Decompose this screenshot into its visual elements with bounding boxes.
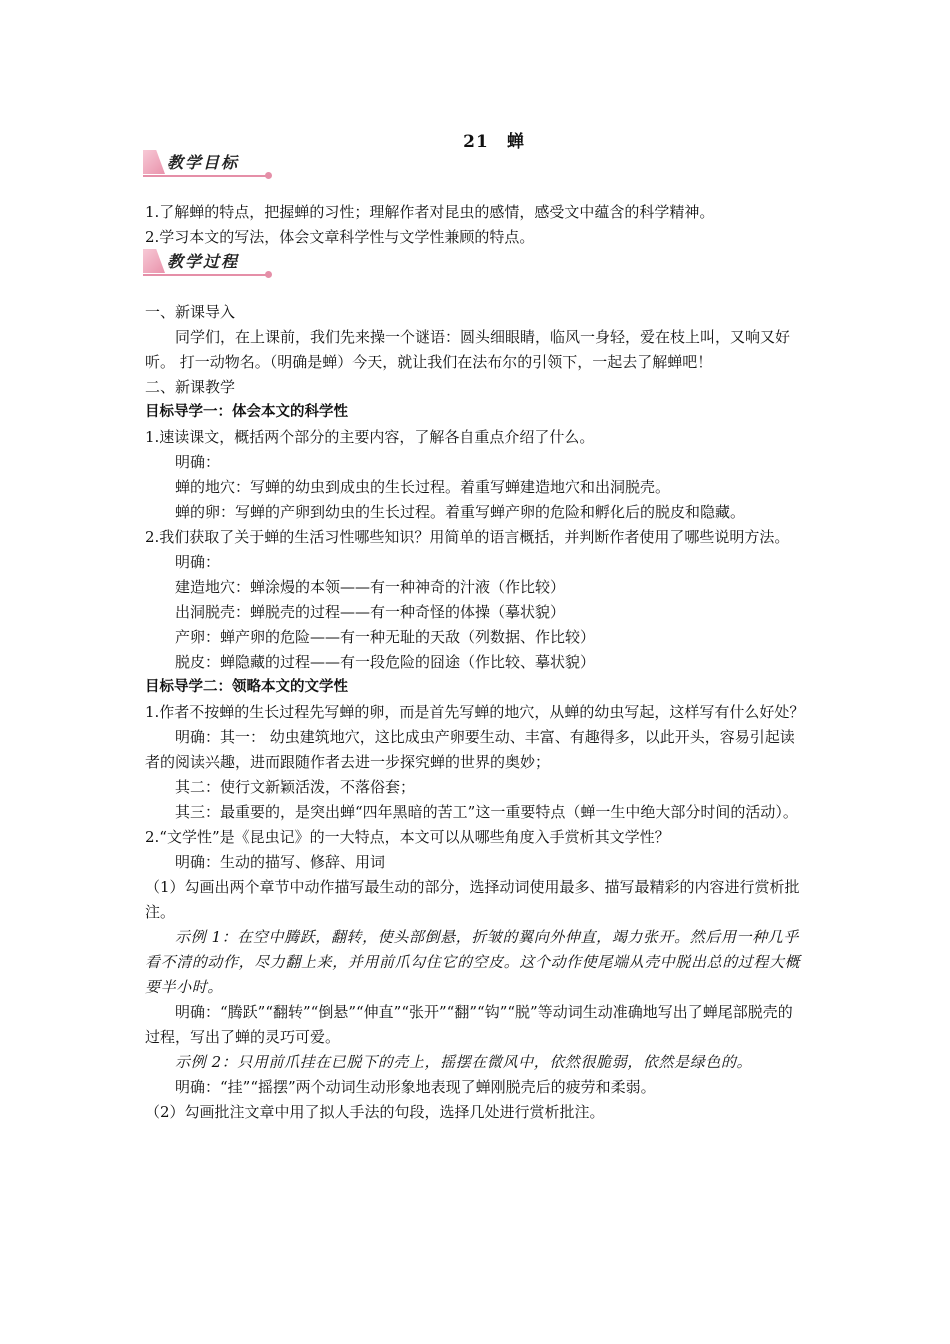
banner-dot-icon (265, 271, 272, 278)
goals-banner-text: 教学目标 (167, 153, 240, 172)
answer-line: 建造地穴：蝉涂熳的本领——有一种神奇的汁液（作比较） (175, 578, 566, 596)
part1-text: 同学们，在上课前，我们先来操一个谜语：圆头细眼睛，临风一身轻，爱在枝上叫，又响又好听。 打一动物名。（明确是蝉）今天，就让我们在法布尔的引领下，一起去了解蝉吧！ (145, 328, 791, 371)
answer-line: 明确：生动的描写、修辞、用词 (175, 853, 386, 871)
process-banner-text: 教学过程 (167, 252, 240, 271)
answer-line: 其二：使行文新颖活泼，不落俗套； (175, 778, 416, 796)
banner-tab-icon (143, 150, 165, 174)
lesson-title: 21 蝉 (463, 132, 525, 152)
answer-line: 脱皮：蝉隐藏的过程——有一段危险的囧途（作比较、摹状貌） (175, 653, 596, 671)
example-2-answer: 明确：“挂”“摇摆”两个动词生动形象地表现了蝉刚脱壳后的疲劳和柔弱。 (175, 1078, 656, 1096)
banner-dot-icon (265, 172, 272, 179)
example-1-answer: 明确：“腾跃”“翻转”“倒悬”“伸直”“张开”“翻”“钩”“脱”等动词生动准确地写出了蝉尾部脱壳的过程，写出了蝉的灵巧可爱。 (145, 1003, 793, 1046)
question-4: 2.“文学性”是《昆虫记》的一大特点，本文可以从哪些角度入手赏析其文学性？ (145, 828, 670, 846)
answer-line: 其三：最重要的，是突出蝉“四年黑暗的苦工”这一重要特点（蝉一生中绝大部分时间的活动）。 (175, 803, 798, 821)
goal-item: 1.了解蝉的特点，把握蝉的习性；理解作者对昆虫的感情，感受文中蕴含的科学精神。 (145, 203, 715, 221)
banner-underline (143, 274, 271, 276)
goal-item: 2.学习本文的写法，体会文章科学性与文学性兼顾的特点。 (145, 228, 535, 246)
answer-line: 明确：其一： 幼虫建筑地穴，这比成虫产卵要生动、丰富、有趣得多，以此开头，容易引起读者的阅读兴趣，进而跟随作者去进一步探究蝉的世界的奥妙； (145, 728, 795, 771)
answer-line: 蝉的地穴：写蝉的幼虫到成虫的生长过程。着重写蝉建造地穴和出洞脱壳。 (175, 478, 671, 496)
question-2: 2.我们获取了关于蝉的生活习性哪些知识？用简单的语言概括，并判断作者使用了哪些说明方法。 (145, 528, 790, 546)
goal1-heading: 目标导学一：体会本文的科学性 (145, 404, 348, 420)
answer-line: 产卵：蝉产卵的危险——有一种无耻的天敌（列数据、作比较） (175, 628, 596, 646)
answer-label: 明确： (175, 453, 221, 471)
banner-tab-icon (143, 249, 165, 273)
answer-line: 蝉的卵：写蝉的产卵到幼虫的生长过程。着重写蝉产卵的危险和孵化后的脱皮和隐藏。 (175, 503, 746, 521)
answer-label: 明确： (175, 553, 221, 571)
example-2: 示例 2：只用前爪挂在已脱下的壳上，摇摆在微风中，依然很脆弱，依然是绿色的。 (175, 1053, 753, 1071)
goal2-heading: 目标导学二：领略本文的文学性 (145, 679, 348, 695)
goals-list (145, 200, 807, 250)
answer-line: 出洞脱壳：蝉脱壳的过程——有一种奇怪的体操（摹状貌） (175, 603, 566, 621)
banner-underline (143, 175, 271, 177)
part1-title: 一、新课导入 (145, 303, 236, 321)
goals-banner (143, 150, 278, 178)
process-banner (143, 249, 278, 277)
example-1: 示例 1：在空中腾跃，翻转，使头部倒悬，折皱的翼向外伸直，竭力张开。然后用一种几乎看不清的动作，尽力翻上来，并用前爪勾住它的空皮。这个动作使尾端从壳中脱出总的过程大概要半小时。 (145, 928, 801, 996)
sub-question: （2）勾画批注文章中用了拟人手法的句段，选择几处进行赏析批注。 (145, 1103, 605, 1121)
sub-question: （1）勾画出两个章节中动作描写最生动的部分，选择动词使用最多、描写最精彩的内容进行赏析批注。 (145, 878, 800, 921)
question-3: 1.作者不按蝉的生长过程先写蝉的卵，而是首先写蝉的地穴，从蝉的幼虫写起，这样写有什么好处？ (145, 703, 805, 721)
part2-title: 二、新课教学 (145, 378, 236, 396)
question-1: 1.速读课文，概括两个部分的主要内容，了解各自重点介绍了什么。 (145, 428, 595, 446)
process-body (145, 300, 807, 1125)
